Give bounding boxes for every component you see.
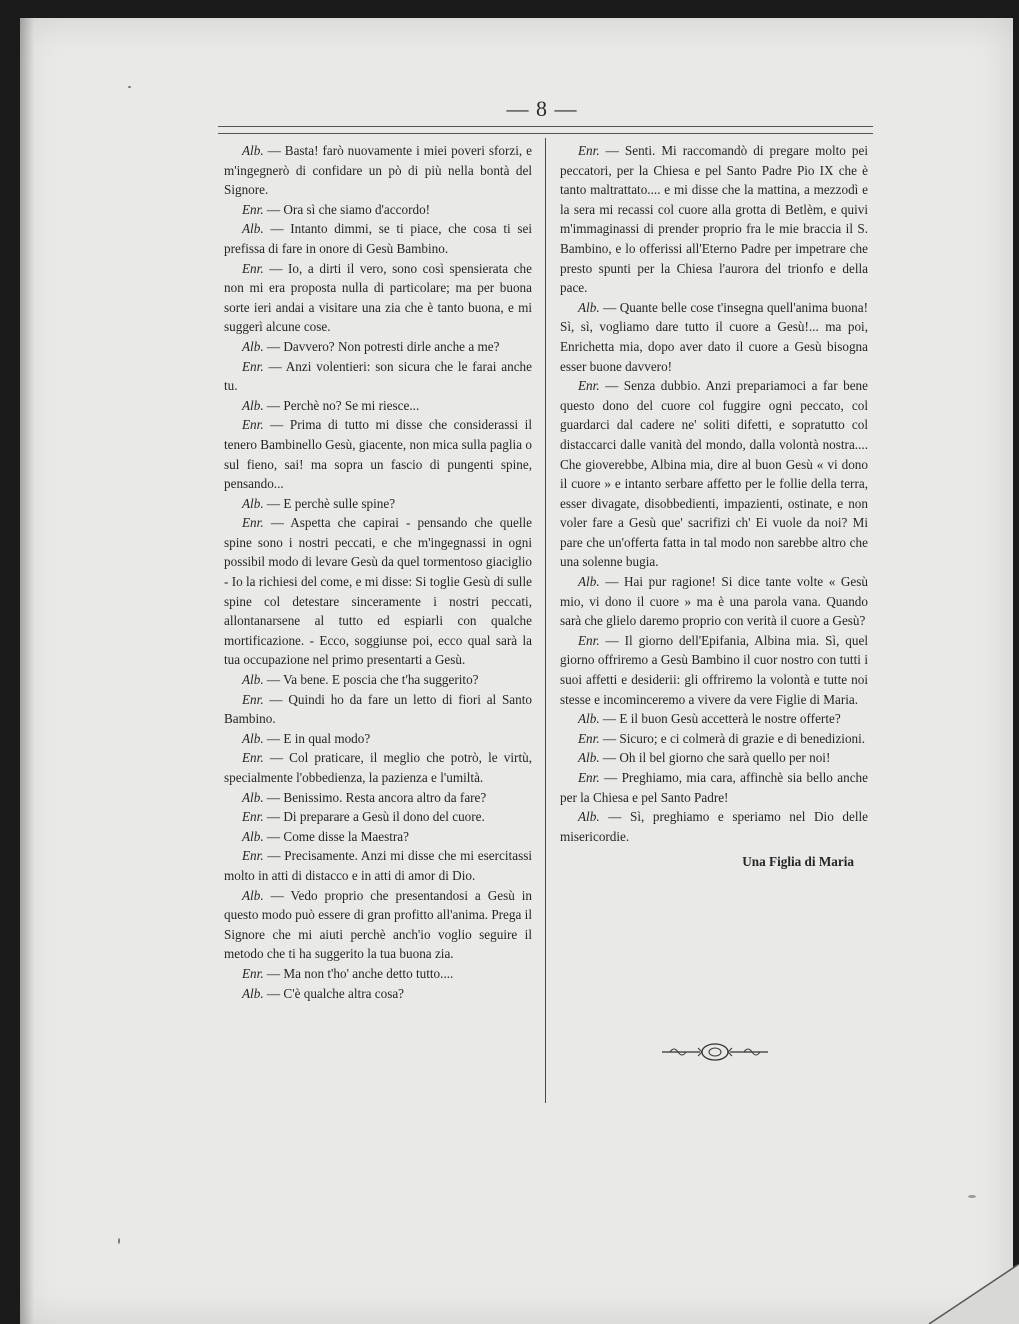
dialogue-text: — Preghiamo, mia cara, affinchè sia bello anche per la Chiesa e pel Santo Padre! <box>560 770 868 805</box>
header-double-rule <box>218 126 873 134</box>
author-signature: Una Figlia di Maria <box>742 854 854 870</box>
dialogue-text: — Di preparare a Gesù il dono del cuore. <box>266 809 485 825</box>
dialogue-line <box>224 337 532 357</box>
dialogue-line <box>560 768 868 807</box>
speaker-label: Enr. <box>242 691 264 707</box>
dialogue-text: — E in qual modo? <box>266 730 371 746</box>
dialogue-text: — Senti. Mi raccomandò di pregare molto pei peccatori, per la Chiesa e pel Santo Padre Pio IX che è tanto maltrattato.... e mi disse che la mattina, a mezzodì e la sera mi recassi col cuore alla grotta di Betlèm, e quivi m'immaginassi di prender proprio fra le mie braccia il S. Bambino, e lo offerissi all'Eterno Padre per impetrare che presto spunti per la Chiesa l'aurora del trionfo e della pace. <box>560 143 869 296</box>
speaker-label: Alb. <box>242 672 264 688</box>
dialogue-text: — Oh il bel giorno che sarà quello per noi! <box>602 750 831 766</box>
dialogue-text: — Senza dubbio. Anzi prepariamoci a far bene questo dono del cuore col fuggire ogni peccato, col guardarci dal cadere ne' soliti difetti, e sopratutto col distaccarci dalle vanità del mondo, dalla volontà nostra.... Che gioverebbe, Albina mia, dire al buon Gesù « vi dono il cuore » e intanto serbare affetto per le follie della terra, esser divagate, disobbedienti, impazienti, ostinate, e non voler fare a Gesù que' sacrifizi ch' Ei vuole da noi? Mi pare che un'offerta fatta in tal modo non sarebbe altro che una solenne bugia. <box>560 378 869 570</box>
speaker-label: Alb. <box>242 338 264 354</box>
dialogue-line <box>224 141 532 200</box>
dialogue-text: — Io, a dirti il vero, sono così spensierata che non mi era proposta nulla di particolare; ma per buona sorte ieri andai a visitare una zia che è tanto buona, e mi suggerì alcune cose. <box>224 260 533 335</box>
dialogue-line <box>560 376 868 572</box>
dialogue-line <box>224 357 532 396</box>
left-text-column <box>224 141 532 1003</box>
speaker-label: Alb. <box>242 730 264 746</box>
speaker-label: Alb. <box>578 711 600 727</box>
right-text-column <box>560 141 868 872</box>
dialogue-text: — Basta! farò nuovamente i miei poveri sforzi, e m'ingegnerò di confidare un pò di più nella bontà del Signore. <box>224 143 532 198</box>
dialogue-line <box>560 141 868 298</box>
speaker-label: Enr. <box>242 809 264 825</box>
speaker-label: Enr. <box>242 965 264 981</box>
dialogue-text: — Hai pur ragione! Si dice tante volte « Gesù mio, vi dono il cuore » ma è una parola vana. Quando sarà che glielo daremo proprio con verità il cuore a Gesù? <box>560 574 869 629</box>
dialogue-line <box>224 415 532 493</box>
dialogue-line <box>224 513 532 670</box>
speaker-label: Alb. <box>242 397 264 413</box>
speaker-label: Alb. <box>242 221 264 237</box>
dialogue-line <box>224 396 532 416</box>
dialogue-line <box>224 670 532 690</box>
speaker-label: Alb. <box>578 809 600 825</box>
speaker-label: Alb. <box>242 789 264 805</box>
decorative-flourish-icon <box>660 1040 770 1064</box>
speaker-label: Enr. <box>578 730 600 746</box>
speaker-label: Alb. <box>578 750 600 766</box>
speaker-label: Enr. <box>242 515 264 531</box>
dialogue-text: — Ora sì che siamo d'accordo! <box>266 201 431 217</box>
speaker-label: Alb. <box>578 574 600 590</box>
dialogue-line <box>224 729 532 749</box>
paper-speck <box>118 1238 120 1244</box>
dialogue-text: — Col praticare, il meglio che potrò, le virtù, specialmente l'obbedienza, la pazienza e l'umiltà. <box>224 750 533 785</box>
speaker-label: Enr. <box>242 417 264 433</box>
dialogue-line <box>224 886 532 964</box>
dialogue-text: — Ma non t'ho' anche detto tutto.... <box>266 965 454 981</box>
speaker-label: Alb. <box>242 985 264 1001</box>
dialogue-line <box>224 846 532 885</box>
dialogue-text: — E il buon Gesù accetterà le nostre offerte? <box>602 711 841 727</box>
dialogue-text: — E perchè sulle spine? <box>266 495 396 511</box>
dialogue-text: — Davvero? Non potresti dirle anche a me? <box>266 338 500 354</box>
dialogue-text: — Come disse la Maestra? <box>266 828 410 844</box>
dialogue-line <box>224 964 532 984</box>
speaker-label: Enr. <box>578 632 600 648</box>
dialogue-text: — Benissimo. Resta ancora altro da fare? <box>266 789 487 805</box>
speaker-label: Alb. <box>578 299 600 315</box>
page-corner-fold-icon <box>889 1264 1019 1324</box>
speaker-label: Alb. <box>242 495 264 511</box>
dialogue-line <box>560 298 868 376</box>
dialogue-line <box>560 572 868 631</box>
dialogue-line <box>560 709 868 729</box>
dialogue-text: — Prima di tutto mi disse che considerassi il tenero Bambinello Gesù, giacente, non mica sulla paglia o sul fieno, sai! ma sopra un fascio di pungenti spine, pensando... <box>224 417 532 492</box>
dialogue-text: — Aspetta che capirai - pensando che quelle spine sono i nostri peccati, e che m'ingegnassi in ogni possibil modo di levare Gesù da quel tormentoso giaciglio - Io la richiesi del come, e mi disse: Si toglie Gesù di sulle spine col detestare sinceramente i nostri peccati, allontanarsene al tutto ed espiarli con qualche mortificazione. - Ecco, soggiunse poi, ecco qual sarà la tua occupazione nel primo presentarti a Gesù. <box>224 515 532 668</box>
speaker-label: Enr. <box>242 260 264 276</box>
speaker-label: Alb. <box>242 828 264 844</box>
page-number: — 8 — <box>506 96 578 121</box>
dialogue-line <box>224 259 532 337</box>
dialogue-text: — C'è qualche altra cosa? <box>266 985 405 1001</box>
speaker-label: Enr. <box>242 848 264 864</box>
dialogue-line <box>224 494 532 514</box>
dialogue-line <box>560 729 868 749</box>
dialogue-line <box>560 807 868 846</box>
dialogue-text: — Anzi volentieri: son sicura che le farai anche tu. <box>224 358 532 394</box>
speaker-label: Enr. <box>578 143 600 158</box>
dialogue-line <box>560 748 868 768</box>
dialogue-line <box>224 984 532 1004</box>
dialogue-line <box>224 788 532 808</box>
dialogue-text: — Vedo proprio che presentandosi a Gesù in questo modo può essere di gran profitto all'anima. Prega il Signore che mi aiuti perchè anch'io voglio seguire il metodo che ti ha suggerito la tua buona zia. <box>224 887 532 962</box>
dialogue-line <box>224 807 532 827</box>
dialogue-line <box>224 748 532 787</box>
dialogue-line <box>224 200 532 220</box>
speaker-label: Alb. <box>242 887 264 903</box>
dialogue-line <box>224 827 532 847</box>
dialogue-text: — Perchè no? Se mi riesce... <box>266 397 420 413</box>
dialogue-text: — Sicuro; e ci colmerà di grazie e di benedizioni. <box>602 730 866 746</box>
speaker-label: Enr. <box>578 378 600 394</box>
dialogue-text: — Il giorno dell'Epifania, Albina mia. Sì, quel giorno offriremo a Gesù Bambino il cuor nostro con tutti i suoi affetti e desiderii: gli offriremo la volontà e tutte noi stesse e incominceremo a vivere da vere Figlie di Maria. <box>560 632 868 707</box>
dialogue-text: — Intanto dimmi, se ti piace, che cosa ti sei prefissa di fare in onore di Gesù Bambino. <box>224 221 532 256</box>
dialogue-line <box>560 631 868 709</box>
speaker-label: Alb. <box>242 143 264 158</box>
dialogue-text: — Sì, preghiamo e speriamo nel Dio delle misericordie. <box>560 809 869 844</box>
dialogue-line <box>224 690 532 729</box>
dialogue-text: — Quante belle cose t'insegna quell'anima buona! Sì, sì, vogliamo dare tutto il cuore a Gesù!... ma poi, Enrichetta mia, dopo aver dato il cuore a Gesù bisogna esser buone davvero! <box>560 299 868 374</box>
page-edge-shadow <box>20 18 34 1324</box>
speaker-label: Enr. <box>242 201 264 217</box>
speaker-label: Enr. <box>242 750 264 766</box>
speaker-label: Enr. <box>578 770 600 785</box>
speaker-label: Enr. <box>242 358 264 374</box>
dialogue-text: — Va bene. E poscia che t'ha suggerito? <box>266 672 479 688</box>
paper-speck <box>128 86 131 88</box>
dialogue-text: — Precisamente. Anzi mi disse che mi esercitassi molto in atti di distacco e in atti di amor di Dio. <box>224 848 533 883</box>
dialogue-text: — Quindi ho da fare un letto di fiori al Santo Bambino. <box>224 691 533 727</box>
paper-speck <box>968 1195 976 1198</box>
dialogue-line <box>224 219 532 258</box>
column-divider <box>545 138 546 1103</box>
